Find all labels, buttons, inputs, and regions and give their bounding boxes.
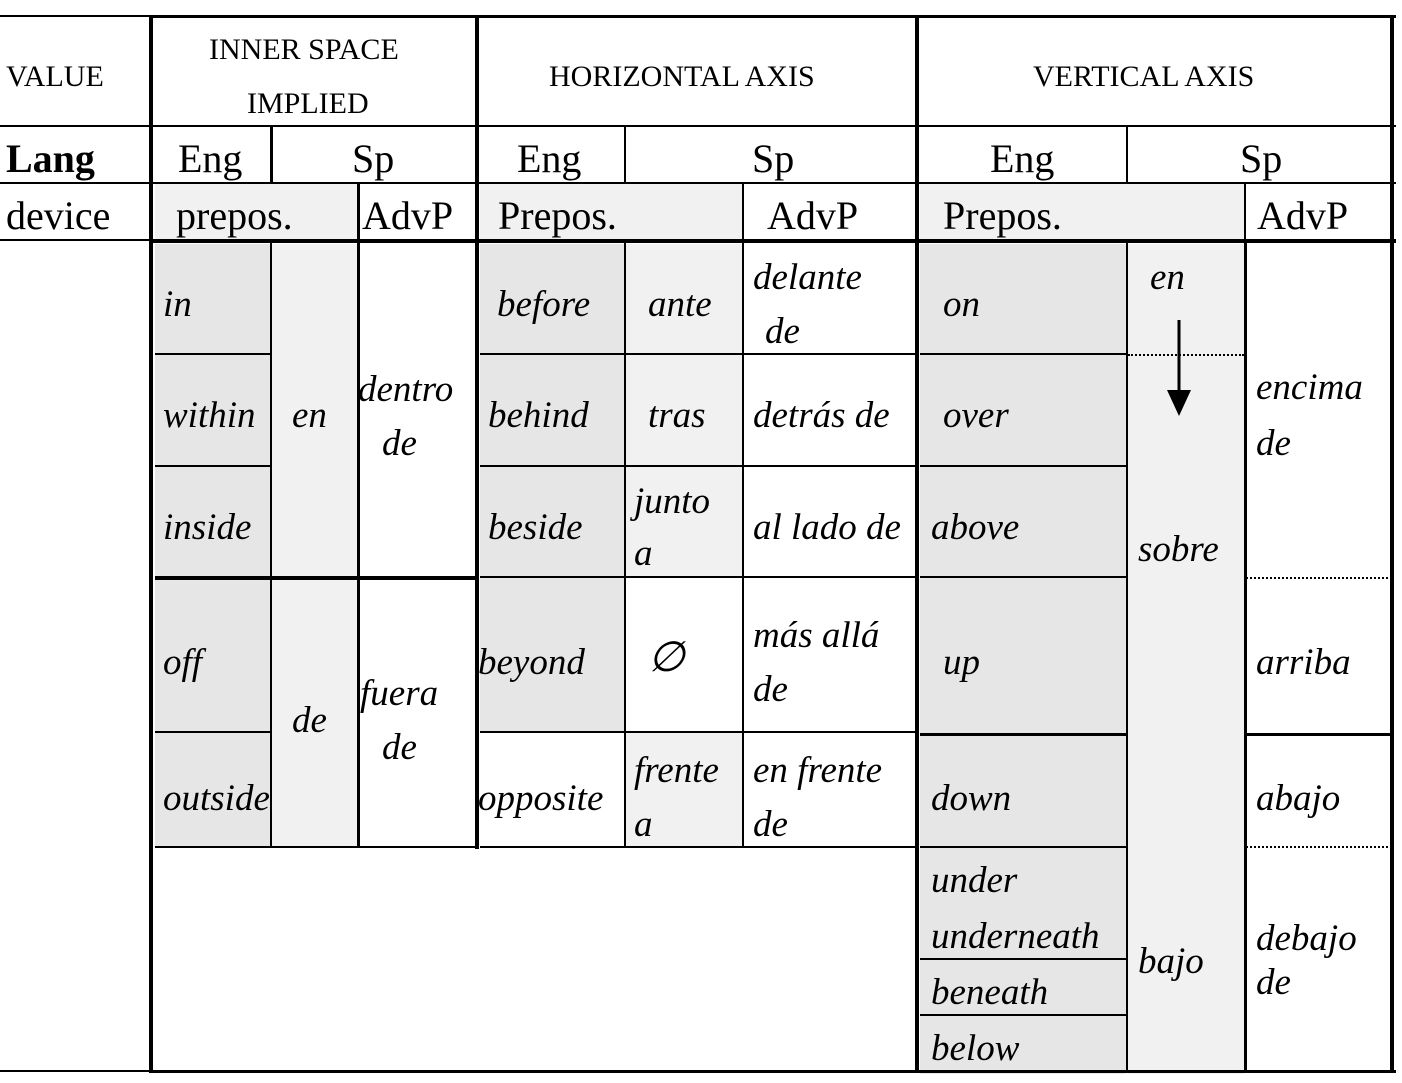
vert-advp-arriba: arriba bbox=[1256, 642, 1351, 683]
device-horiz-advp: AdvP bbox=[767, 193, 859, 238]
vert-sp-bajo: bajo bbox=[1138, 941, 1204, 982]
vert-advp-abajo: abajo bbox=[1256, 778, 1341, 819]
lang-horiz-eng: Eng bbox=[517, 136, 582, 181]
vert-eng-above: above bbox=[931, 507, 1020, 548]
horiz-eng-before: before bbox=[497, 284, 591, 325]
vert-eng-below: below bbox=[931, 1028, 1020, 1069]
device-horiz-prep: Prepos. bbox=[498, 193, 617, 238]
lang-horiz-sp: Sp bbox=[752, 136, 795, 181]
device-label: device bbox=[6, 193, 111, 238]
horiz-eng-behind: behind bbox=[488, 395, 589, 436]
vert-eng-up: up bbox=[943, 642, 980, 683]
vert-eng-down: down bbox=[931, 778, 1012, 819]
horiz-advp-mas-alla-line2: de bbox=[753, 669, 788, 710]
vert-advp-debajo-line1: debajo bbox=[1256, 918, 1357, 959]
device-vert-prep: Prepos. bbox=[943, 193, 1062, 238]
vert-eng-beneath: beneath bbox=[931, 972, 1049, 1013]
inner-advp-dentro-line1: dentro bbox=[358, 369, 454, 410]
inner-advp-fuera-line1: fuera bbox=[360, 673, 439, 714]
vert-eng-on: on bbox=[943, 284, 980, 325]
horiz-sp-junto-line2: a bbox=[634, 533, 653, 574]
header-value: VALUE bbox=[6, 60, 104, 93]
horiz-advp-detras: detrás de bbox=[753, 395, 890, 436]
vert-eng-over: over bbox=[943, 395, 1009, 436]
horiz-sp-empty-set: ∅ bbox=[648, 635, 685, 681]
device-inner-advp: AdvP bbox=[362, 193, 454, 238]
horiz-sp-ante: ante bbox=[648, 284, 712, 325]
lang-inner-eng: Eng bbox=[178, 136, 243, 181]
vert-eng-under: under bbox=[931, 860, 1018, 901]
vert-sp-sobre: sobre bbox=[1138, 529, 1219, 570]
inner-eng-off: off bbox=[163, 642, 203, 683]
inner-sp-de: de bbox=[292, 700, 327, 741]
inner-eng-outside: outside bbox=[163, 778, 270, 819]
lang-vert-sp: Sp bbox=[1240, 136, 1283, 181]
down-arrow-icon bbox=[1165, 320, 1193, 418]
horiz-advp-delante-line2: de bbox=[765, 311, 800, 352]
horiz-sp-frente-line2: a bbox=[634, 804, 653, 845]
header-inner-space-line2: IMPLIED bbox=[247, 87, 369, 120]
vert-advp-debajo-line2: de bbox=[1256, 962, 1291, 1003]
vert-eng-underneath: underneath bbox=[931, 916, 1100, 957]
inner-advp-fuera-line2: de bbox=[382, 727, 417, 768]
header-vertical-axis: VERTICAL AXIS bbox=[1033, 60, 1255, 93]
horiz-advp-en-frente-line2: de bbox=[753, 804, 788, 845]
inner-eng-in: in bbox=[163, 284, 192, 325]
header-inner-space-line1: INNER SPACE bbox=[209, 33, 399, 66]
horiz-advp-delante-line1: delante bbox=[753, 257, 862, 298]
inner-eng-within: within bbox=[163, 395, 256, 436]
lang-label: Lang bbox=[6, 136, 95, 181]
inner-advp-dentro-line2: de bbox=[382, 423, 417, 464]
horiz-eng-beside: beside bbox=[488, 507, 583, 548]
horiz-advp-al-lado: al lado de bbox=[753, 507, 901, 548]
horiz-eng-opposite: opposite bbox=[478, 778, 604, 819]
vert-advp-encima-line1: encima bbox=[1256, 367, 1363, 408]
vert-advp-encima-line2: de bbox=[1256, 423, 1291, 464]
vert-sp-en: en bbox=[1150, 257, 1185, 298]
lang-vert-eng: Eng bbox=[990, 136, 1055, 181]
horiz-sp-tras: tras bbox=[648, 395, 706, 436]
horiz-advp-en-frente-line1: en frente bbox=[753, 750, 883, 791]
horiz-eng-beyond: beyond bbox=[478, 642, 585, 683]
horiz-sp-frente-line1: frente bbox=[634, 750, 719, 791]
inner-sp-en: en bbox=[292, 395, 327, 436]
device-inner-prep: prepos. bbox=[176, 193, 293, 238]
device-vert-advp: AdvP bbox=[1257, 193, 1349, 238]
horiz-advp-mas-alla-line1: más allá bbox=[753, 615, 880, 656]
horiz-sp-junto-line1: junto bbox=[634, 481, 711, 522]
lang-inner-sp: Sp bbox=[352, 136, 395, 181]
header-horizontal-axis: HORIZONTAL AXIS bbox=[549, 60, 815, 93]
inner-eng-inside: inside bbox=[163, 507, 252, 548]
